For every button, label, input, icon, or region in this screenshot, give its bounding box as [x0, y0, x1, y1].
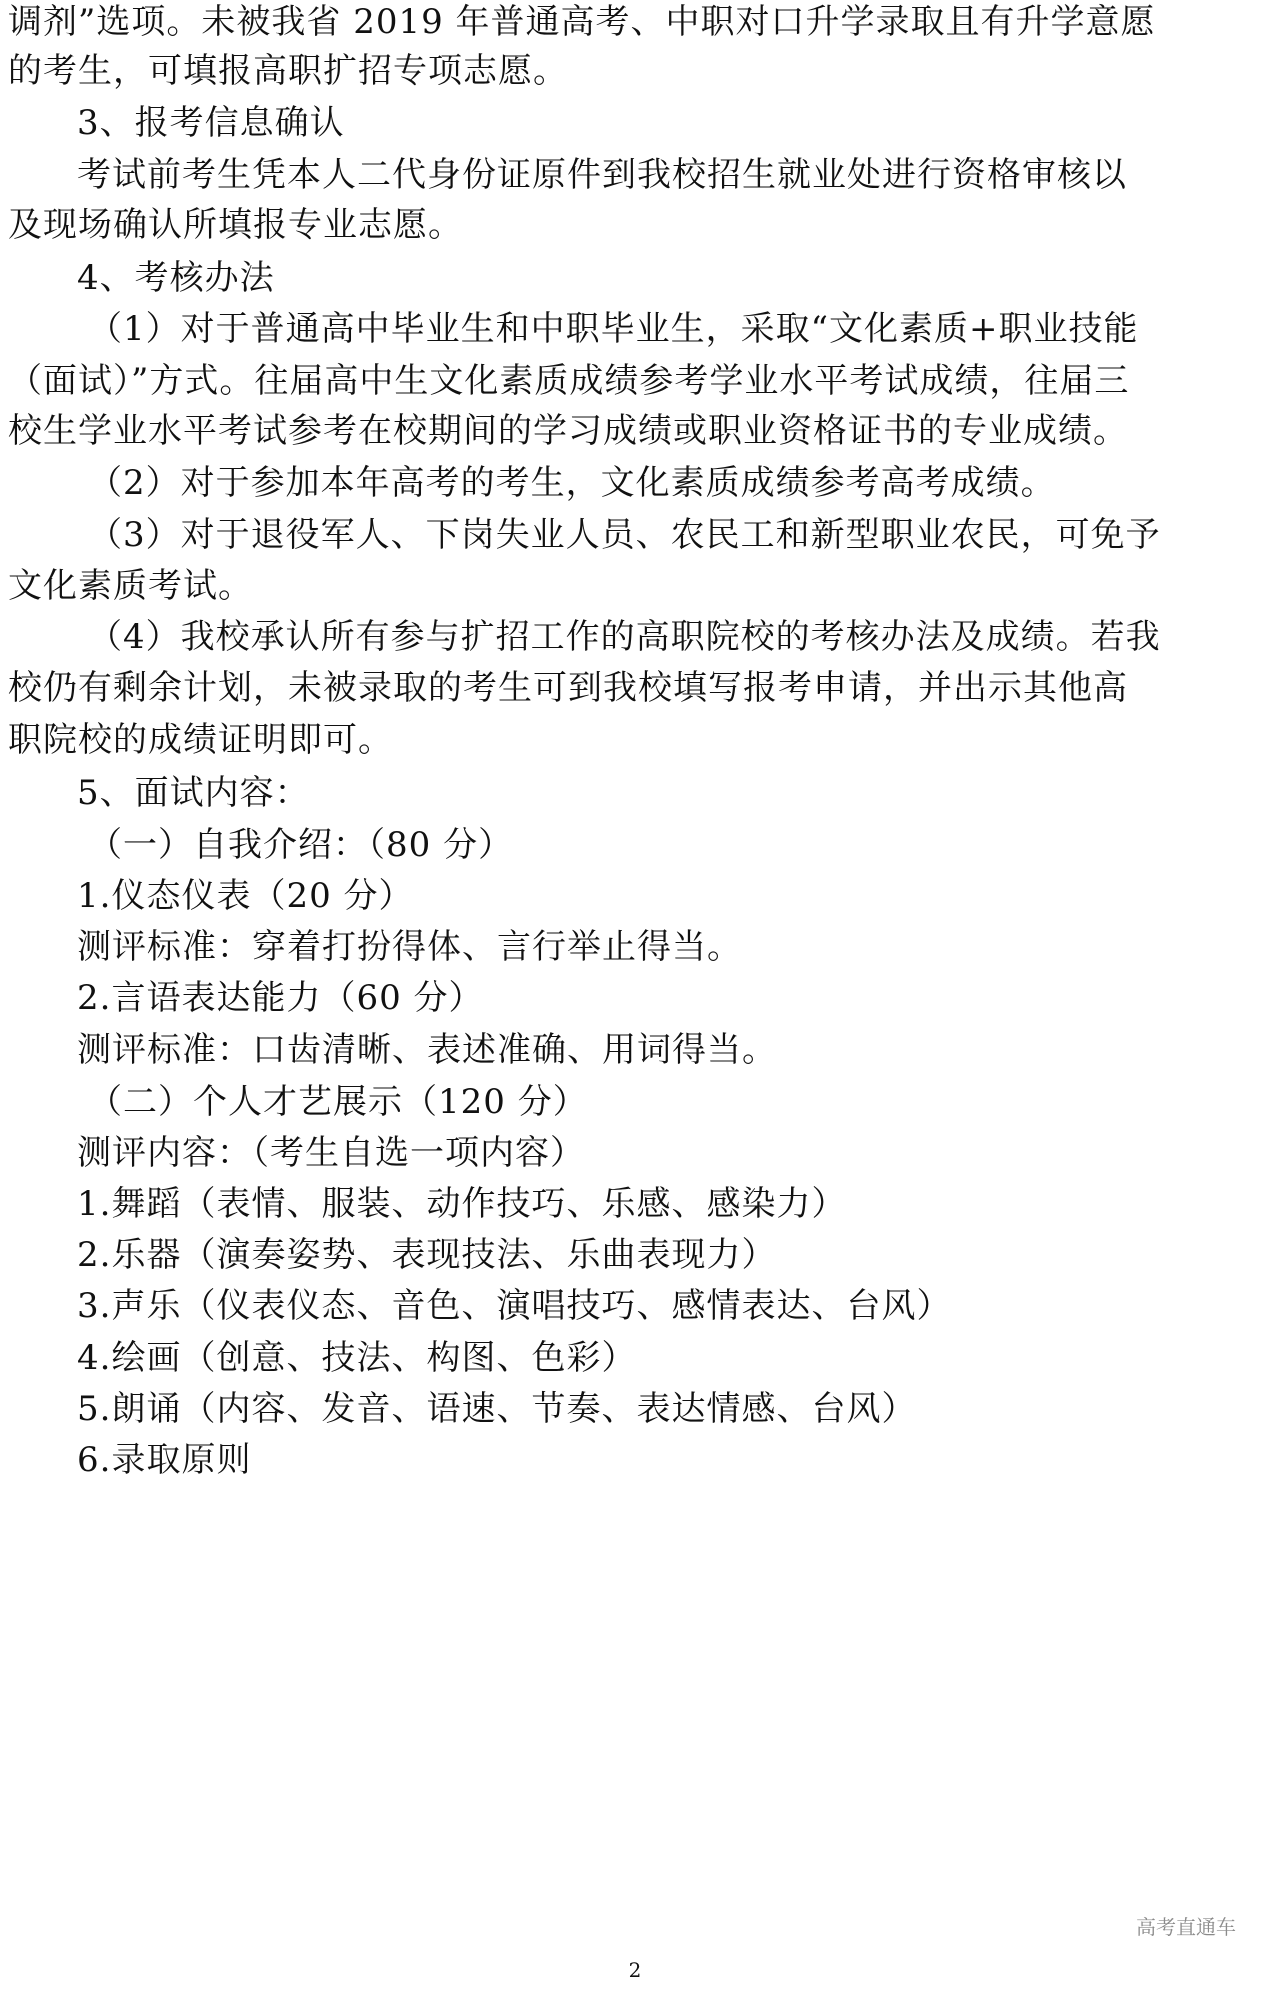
text-line: 测评标准：穿着打扮得体、言行举止得当。 — [77, 927, 742, 967]
list-item: 1.舞蹈（表情、服装、动作技巧、乐感、感染力） — [77, 1184, 847, 1224]
text-line: 调剂”选项。未被我省 2019 年普通高考、中职对口升学录取且有升学意愿 — [8, 2, 1156, 42]
subsection-heading: （一）自我介绍：（80 分） — [88, 825, 514, 865]
text-line: 的考生，可填报高职扩招专项志愿。 — [8, 51, 568, 91]
text-line: 测评内容：（考生自选一项内容） — [77, 1133, 585, 1173]
text-line: （2）对于参加本年高考的考生，文化素质成绩参考高考成绩。 — [88, 463, 1056, 503]
list-item: 1.仪态仪表（20 分） — [77, 876, 414, 916]
section-heading: 3、报考信息确认 — [77, 103, 345, 143]
list-item: 2.乐器（演奏姿势、表现技法、乐曲表现力） — [77, 1235, 777, 1275]
list-item: 6.录取原则 — [77, 1440, 252, 1480]
text-line: （面试）”方式。往届高中生文化素质成绩参考学业水平考试成绩，往届三 — [8, 361, 1130, 401]
text-line: 考试前考生凭本人二代身份证原件到我校招生就业处进行资格审核以 — [77, 155, 1127, 195]
text-line: 职院校的成绩证明即可。 — [8, 720, 393, 760]
text-line: 测评标准：口齿清晰、表述准确、用词得当。 — [77, 1030, 777, 1070]
list-item: 4.绘画（创意、技法、构图、色彩） — [77, 1338, 637, 1378]
section-heading: 5、面试内容： — [77, 773, 310, 813]
text-line: 及现场确认所填报专业志愿。 — [8, 205, 463, 245]
text-line: （3）对于退役军人、下岗失业人员、农民工和新型职业农民，可免予 — [88, 515, 1161, 555]
list-item: 5.朗诵（内容、发音、语速、节奏、表达情感、台风） — [77, 1389, 917, 1429]
text-line: 校生学业水平考试参考在校期间的学习成绩或职业资格证书的专业成绩。 — [8, 411, 1128, 451]
list-item: 3.声乐（仪表仪态、音色、演唱技巧、感情表达、台风） — [77, 1286, 952, 1326]
list-item: 2.言语表达能力（60 分） — [77, 978, 484, 1018]
text-line: （4）我校承认所有参与扩招工作的高职院校的考核办法及成绩。若我 — [88, 617, 1161, 657]
page-number: 2 — [628, 1958, 642, 1982]
watermark-text: 高考直通车 — [1136, 1915, 1236, 1939]
text-line: （1）对于普通高中毕业生和中职毕业生，采取“文化素质+职业技能 — [88, 309, 1139, 349]
subsection-heading: （二）个人才艺展示（120 分） — [88, 1082, 588, 1122]
text-line: 校仍有剩余计划，未被录取的考生可到我校填写报考申请，并出示其他高 — [8, 668, 1128, 708]
text-line: 文化素质考试。 — [8, 566, 253, 606]
section-heading: 4、考核办法 — [77, 258, 275, 298]
